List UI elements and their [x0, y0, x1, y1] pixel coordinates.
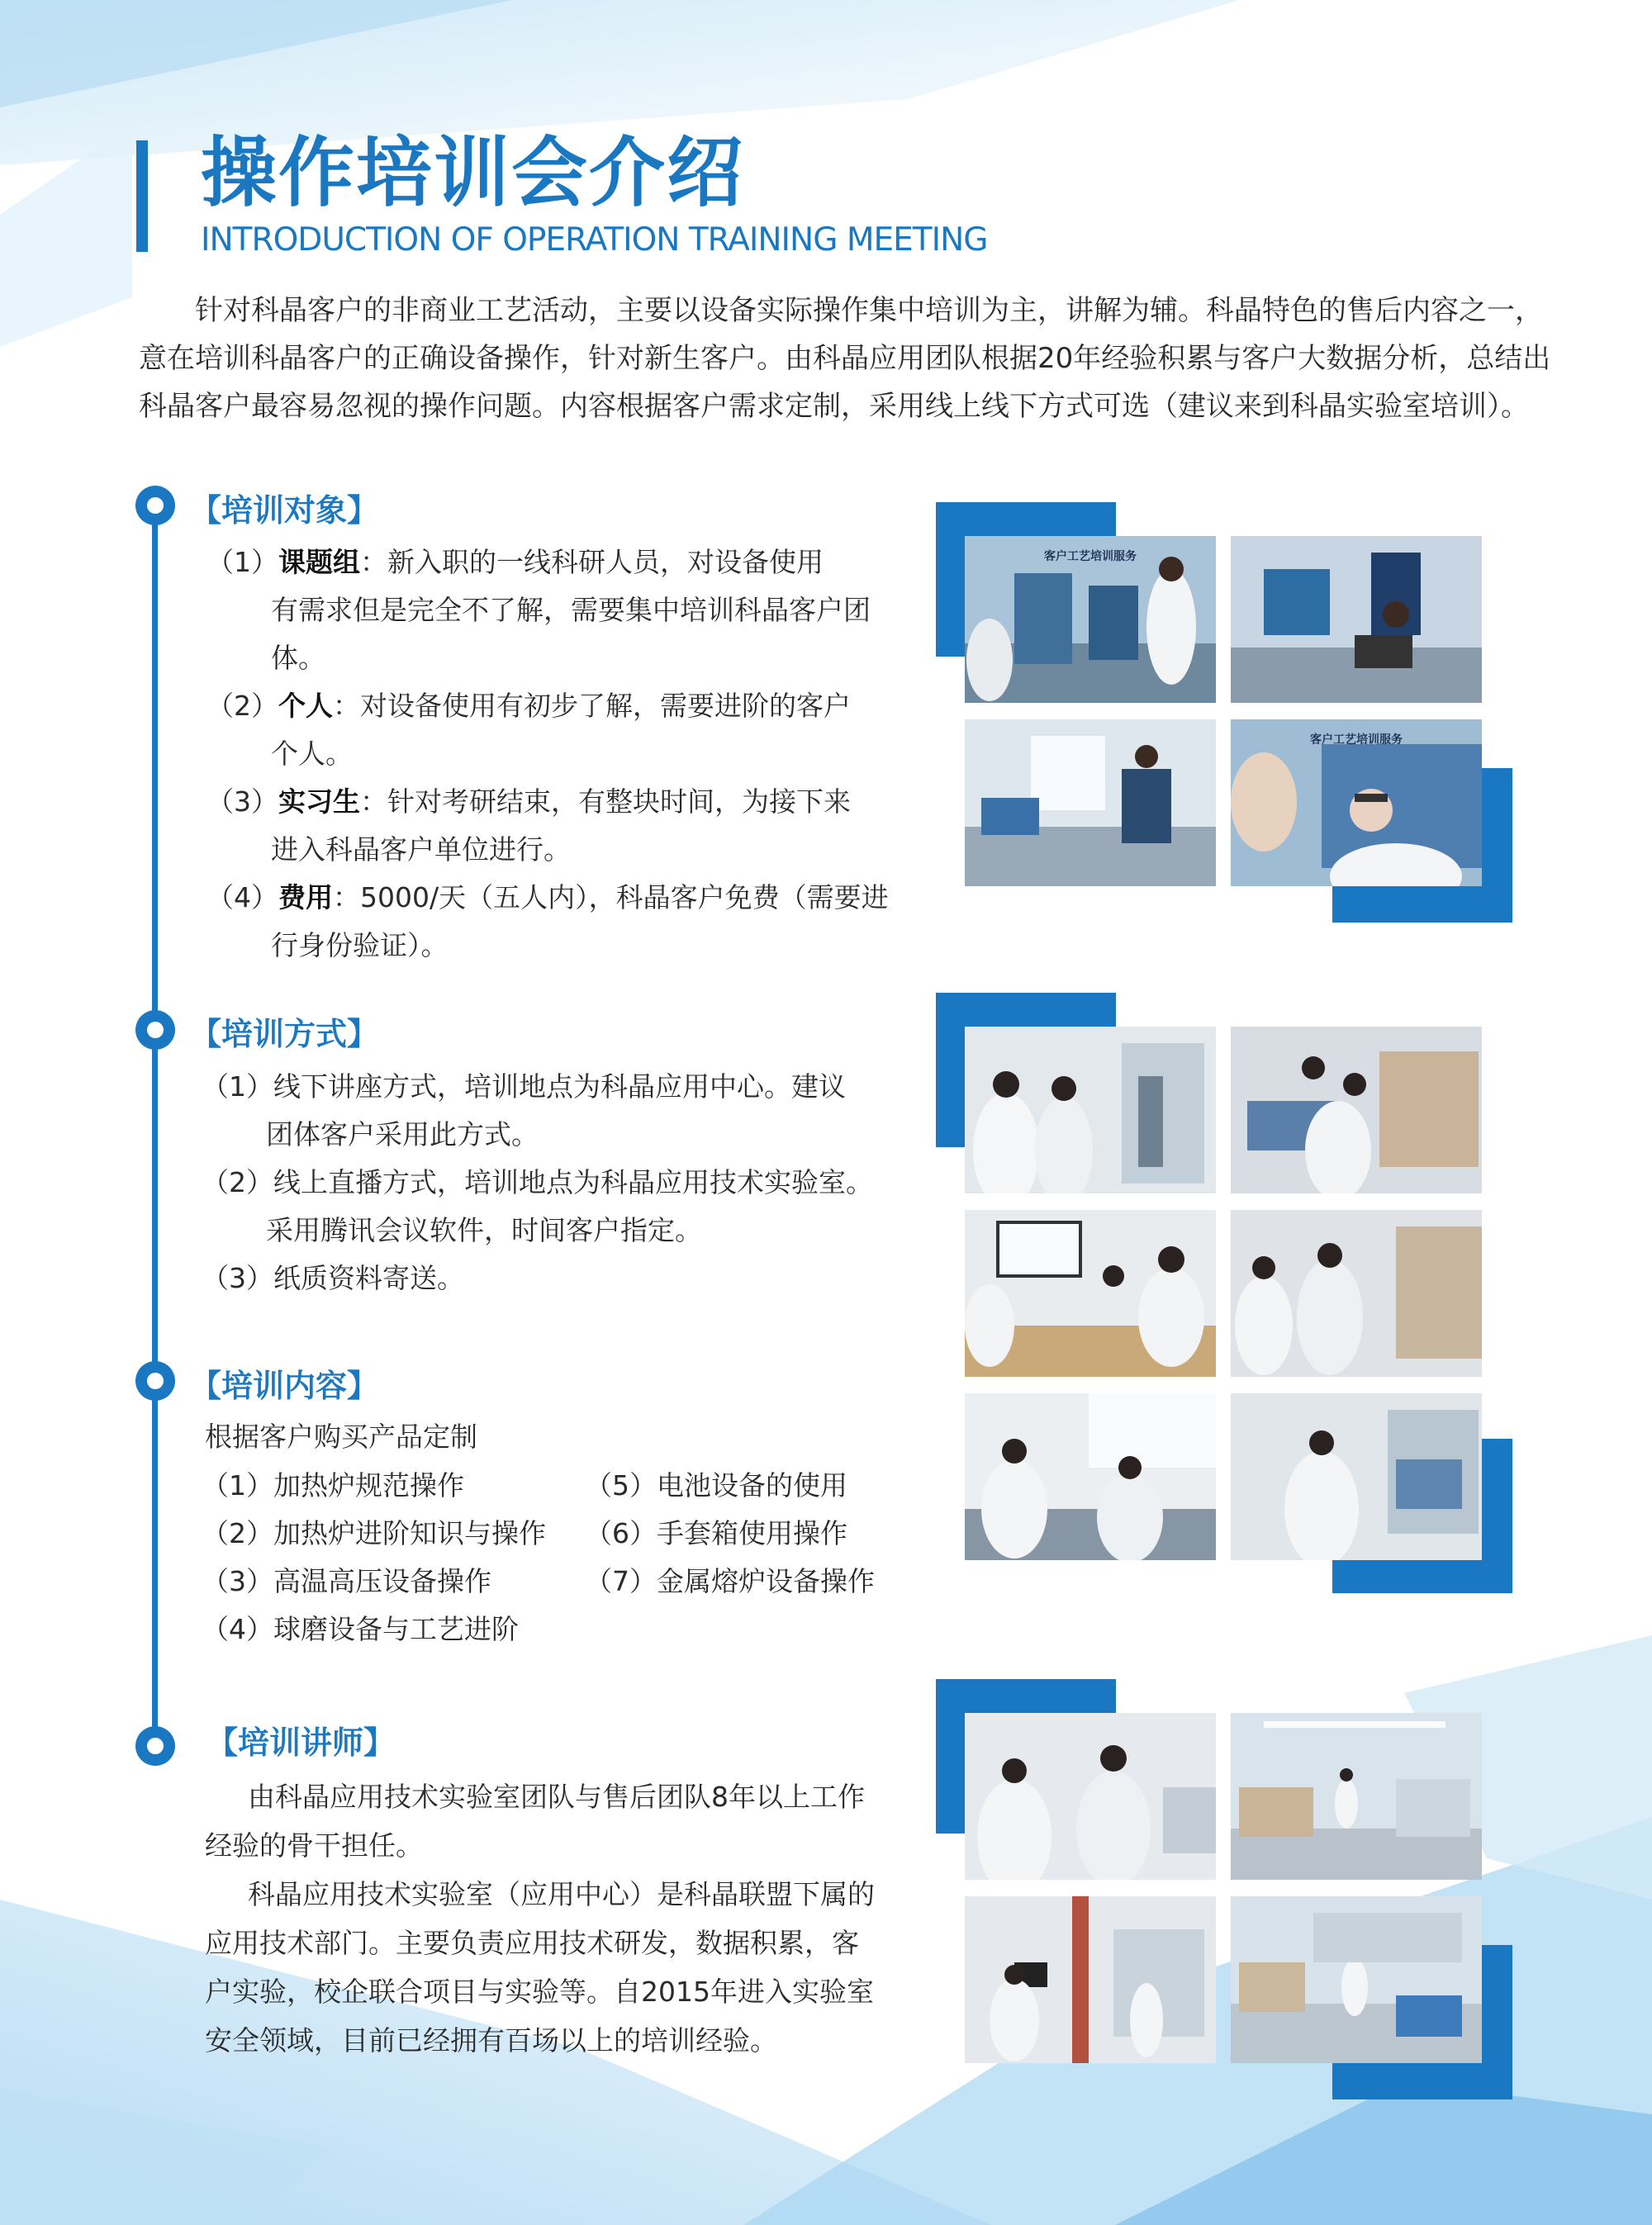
- training-photo: [965, 1393, 1216, 1560]
- training-photo: [965, 1713, 1216, 1880]
- item-text: ：对设备使用有初步了解，需要进阶的客户: [333, 690, 851, 722]
- training-photo: [965, 719, 1216, 886]
- method-list: [202, 1063, 912, 1302]
- training-photo: [1231, 536, 1482, 703]
- item-text: ：针对考研结束，有整块时间，为接下来: [360, 785, 851, 818]
- timeline-dot-method: [135, 1010, 175, 1050]
- content-list-left: [202, 1462, 590, 1653]
- item-text-continued: 有需求但是完全不了解，需要集中培训科晶客户团体。: [271, 594, 871, 674]
- training-photo: [1231, 1896, 1482, 2063]
- content-item: （4）球磨设备与工艺进阶: [202, 1613, 519, 1645]
- content-item: （3）高温高压设备操作: [202, 1565, 491, 1597]
- item-text: ：新入职的一线科研人员，对设备使用: [360, 546, 824, 578]
- content-item: （2）加热炉进阶知识与操作: [202, 1517, 546, 1549]
- training-photo: [1231, 1393, 1482, 1560]
- content-item: （7）金属熔炉设备操作: [585, 1565, 875, 1597]
- item-number: （1）: [206, 546, 278, 578]
- method-item: [202, 1063, 912, 1159]
- training-photo: [965, 1027, 1216, 1193]
- timeline-dot-content: [135, 1361, 175, 1401]
- section-heading-content: 【培训内容】: [190, 1368, 379, 1404]
- target-item: [206, 682, 900, 778]
- item-label: 费用: [278, 881, 333, 913]
- training-photo: [965, 1896, 1216, 2063]
- item-text-continued: 个人。: [271, 738, 353, 770]
- training-photo: [1231, 719, 1482, 886]
- item-label: 个人: [278, 690, 333, 722]
- content-item: （5）电池设备的使用: [585, 1469, 847, 1502]
- item-text-continued: 团体客户采用此方式。: [266, 1118, 539, 1150]
- item-label: 课题组: [278, 546, 360, 578]
- timeline-dot-teacher: [135, 1726, 175, 1766]
- teacher-paragraph-1: 由科晶应用技术实验室团队与售后团队8年以上工作经验的骨干担任。: [205, 1781, 865, 1862]
- item-number: （2）: [206, 690, 278, 722]
- content-item: （1）加热炉规范操作: [202, 1469, 464, 1502]
- section-heading-target: 【培训对象】: [190, 492, 379, 529]
- timeline-dot-target: [135, 486, 175, 525]
- photo-label: 客户工艺培训服务: [1044, 550, 1137, 563]
- training-photo: [1231, 1713, 1482, 1880]
- target-item: [206, 538, 900, 682]
- item-text: （2）线上直播方式，培训地点为科晶应用技术实验室。: [202, 1166, 873, 1198]
- photo-label: 客户工艺培训服务: [1310, 733, 1403, 747]
- teacher-paragraph-2: 科晶应用技术实验室（应用中心）是科晶联盟下属的应用技术部门。主要负责应用技术研发，数据积累，客户实验，校企联合项目与实验等。自2015年进入实验室安全领域，目前已经拥有百场以上的培训经验。: [205, 1878, 875, 2057]
- item-number: （4）: [206, 881, 278, 913]
- item-text: （1）线下讲座方式，培训地点为科晶应用中心。建议: [202, 1070, 846, 1103]
- title-accent-bar: [136, 140, 148, 252]
- target-list: [206, 538, 900, 970]
- page-subtitle: INTRODUCTION OF OPERATION TRAINING MEETING: [201, 221, 988, 259]
- content-item: （6）手套箱使用操作: [585, 1517, 847, 1549]
- item-text-continued: 采用腾讯会议软件，时间客户指定。: [266, 1214, 702, 1246]
- training-photo: [965, 536, 1216, 703]
- method-item: [202, 1159, 912, 1255]
- training-photo: [1231, 1027, 1482, 1193]
- section-heading-teacher: 【培训讲师】: [206, 1724, 396, 1761]
- section-heading-method: 【培训方式】: [190, 1016, 379, 1052]
- item-text: （3）纸质资料寄送。: [202, 1262, 464, 1294]
- training-photo: [1231, 1210, 1482, 1377]
- item-number: （3）: [206, 785, 278, 818]
- target-item: [206, 778, 900, 874]
- training-photo: [965, 1210, 1216, 1377]
- target-item: [206, 874, 900, 970]
- page-title: 操作培训会介绍: [201, 129, 745, 217]
- content-list-right: [585, 1462, 915, 1606]
- content-lead: 根据客户购买产品定制: [205, 1421, 477, 1453]
- timeline-line: [152, 502, 158, 1741]
- intro-paragraph: 针对科晶客户的非商业工艺活动，主要以设备实际操作集中培训为主，讲解为辅。科晶特色的售后内容之一，意在培训科晶客户的正确设备操作，针对新生客户。由科晶应用团队根据20年经验积累与客户大数据分析，总结出科晶客户最容易忽视的操作问题。内容根据客户需求定制，采用线上线下方式可选（建议来到科晶实验室培训）。: [139, 294, 1551, 423]
- item-text-continued: 行身份验证）。: [271, 929, 449, 961]
- method-item: [202, 1255, 912, 1302]
- item-text: ：5000/天（五人内），科晶客户免费（需要进: [333, 881, 889, 913]
- item-label: 实习生: [278, 785, 360, 818]
- item-text-continued: 进入科晶客户单位进行。: [271, 833, 571, 866]
